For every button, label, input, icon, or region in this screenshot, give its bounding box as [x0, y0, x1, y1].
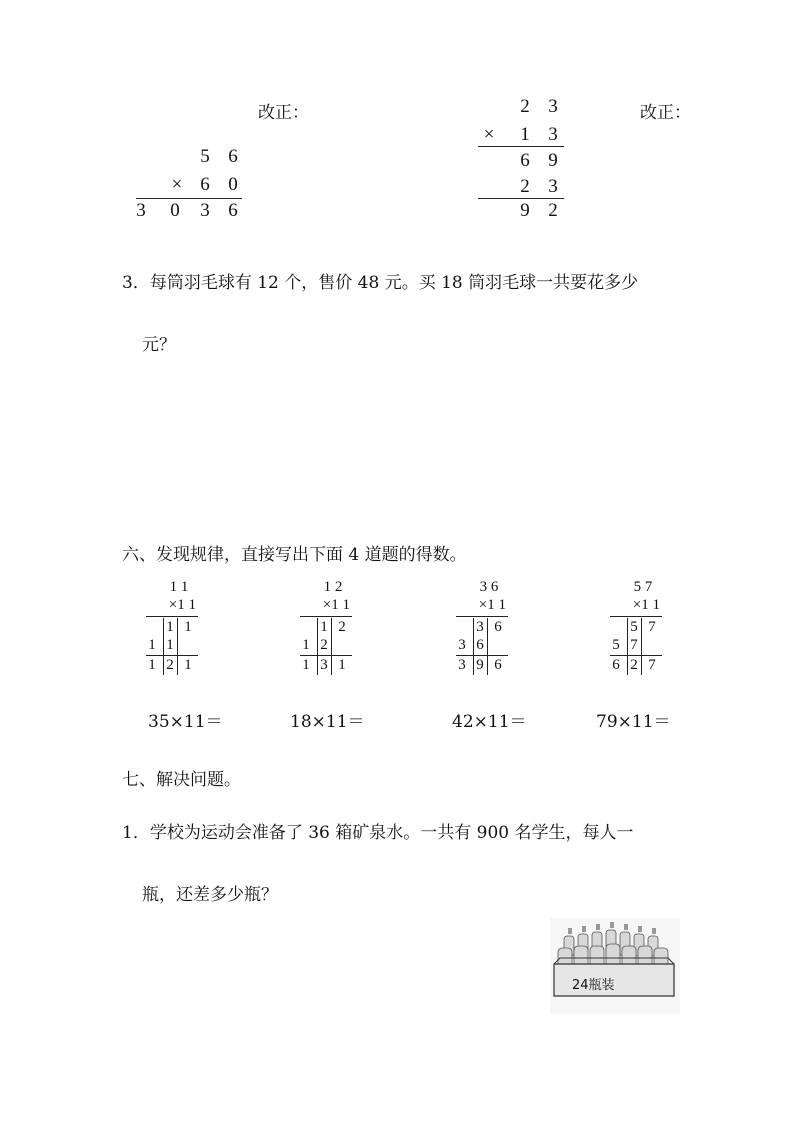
digit: 7 [648, 619, 656, 635]
digit: 7 [648, 657, 656, 673]
question-1-line-2: 瓶，还差多少瓶？ [142, 885, 278, 905]
multiply-sign: × [483, 124, 495, 145]
calc-line [300, 616, 352, 617]
digit: 2 [548, 200, 558, 221]
digit: 1 [184, 619, 192, 635]
calc-line [177, 618, 178, 675]
pattern-calc-3 [456, 578, 510, 674]
multiply-sign: × [171, 174, 183, 195]
multiplier: ×1 1 [322, 597, 350, 613]
multiplicand: 1 2 [323, 579, 343, 595]
pattern-calc-4 [610, 578, 664, 674]
digit: 6 [494, 619, 502, 635]
digit: 1 [184, 657, 192, 673]
calc-line [473, 618, 474, 675]
exercise-4: 79×11＝ [596, 712, 671, 732]
question-3-line-2: 元？ [142, 335, 176, 355]
vertical-calc-1 [130, 140, 242, 230]
digit: 1 [520, 124, 530, 145]
digit: 5 [612, 637, 620, 653]
correction-label-2: 改正： [640, 103, 691, 123]
digit: 3 [548, 96, 558, 117]
digit: 3 [200, 200, 210, 221]
digit: 6 [228, 200, 238, 221]
digit: 0 [228, 174, 238, 195]
digit: 3 [458, 637, 466, 653]
digit: 6 [612, 657, 620, 673]
digit: 6 [476, 637, 484, 653]
crate-label: 24瓶装 [572, 978, 615, 993]
exercise-3: 42×11＝ [452, 712, 527, 732]
digit: 2 [520, 96, 530, 117]
digit: 1 [166, 637, 174, 653]
digit: 6 [200, 174, 210, 195]
digit: 3 [136, 200, 146, 221]
multiplicand: 5 7 [633, 579, 653, 595]
digit: 6 [494, 657, 502, 673]
question-1-line-1: 1．学校为运动会准备了 36 箱矿泉水。一共有 900 名学生，每人一 [122, 823, 634, 843]
digit: 9 [548, 150, 558, 171]
digit: 5 [200, 146, 210, 167]
vertical-calc-2 [476, 94, 568, 224]
water-crate-illustration [550, 918, 680, 1014]
digit: 1 [302, 637, 310, 653]
digit: 6 [228, 146, 238, 167]
calc-line [478, 198, 564, 199]
calc-line [627, 618, 628, 675]
calc-line [317, 618, 318, 675]
digit: 1 [148, 657, 156, 673]
correction-label-1: 改正： [258, 103, 309, 123]
digit: 3 [320, 657, 328, 673]
digit: 1 [166, 619, 174, 635]
digit: 2 [630, 657, 638, 673]
digit: 2 [166, 657, 174, 673]
section-6-title: 六、发现规律，直接写出下面 4 道题的得数。 [122, 545, 467, 565]
pattern-calc-1 [146, 578, 200, 674]
digit: 9 [520, 200, 530, 221]
calc-line [146, 616, 198, 617]
multiplier: ×1 1 [632, 597, 660, 613]
calc-line [331, 618, 332, 675]
calc-line [163, 618, 164, 675]
exercise-1: 35×11＝ [148, 712, 223, 732]
digit: 0 [170, 200, 180, 221]
digit: 2 [338, 619, 346, 635]
digit: 2 [520, 176, 530, 197]
digit: 1 [148, 637, 156, 653]
digit: 2 [320, 637, 328, 653]
multiplier: ×1 1 [478, 597, 506, 613]
multiplicand: 1 1 [169, 579, 189, 595]
digit: 5 [630, 619, 638, 635]
pattern-calc-2 [300, 578, 354, 674]
digit: 1 [338, 657, 346, 673]
digit: 3 [548, 176, 558, 197]
exercise-2: 18×11＝ [290, 712, 365, 732]
digit: 3 [458, 657, 466, 673]
digit: 6 [520, 150, 530, 171]
calc-line [478, 146, 564, 147]
section-7-title: 七、解决问题。 [122, 770, 241, 790]
digit: 3 [548, 124, 558, 145]
calc-line [136, 198, 242, 199]
calc-line [610, 616, 662, 617]
calc-line [487, 618, 488, 675]
digit: 9 [476, 657, 484, 673]
multiplicand: 3 6 [479, 579, 499, 595]
digit: 1 [320, 619, 328, 635]
calc-line [641, 618, 642, 675]
digit: 1 [302, 657, 310, 673]
digit: 7 [630, 637, 638, 653]
calc-line [456, 616, 508, 617]
digit: 3 [476, 619, 484, 635]
multiplier: ×1 1 [168, 597, 196, 613]
question-3-line-1: 3．每筒羽毛球有 12 个，售价 48 元。买 18 筒羽毛球一共要花多少 [122, 273, 639, 293]
